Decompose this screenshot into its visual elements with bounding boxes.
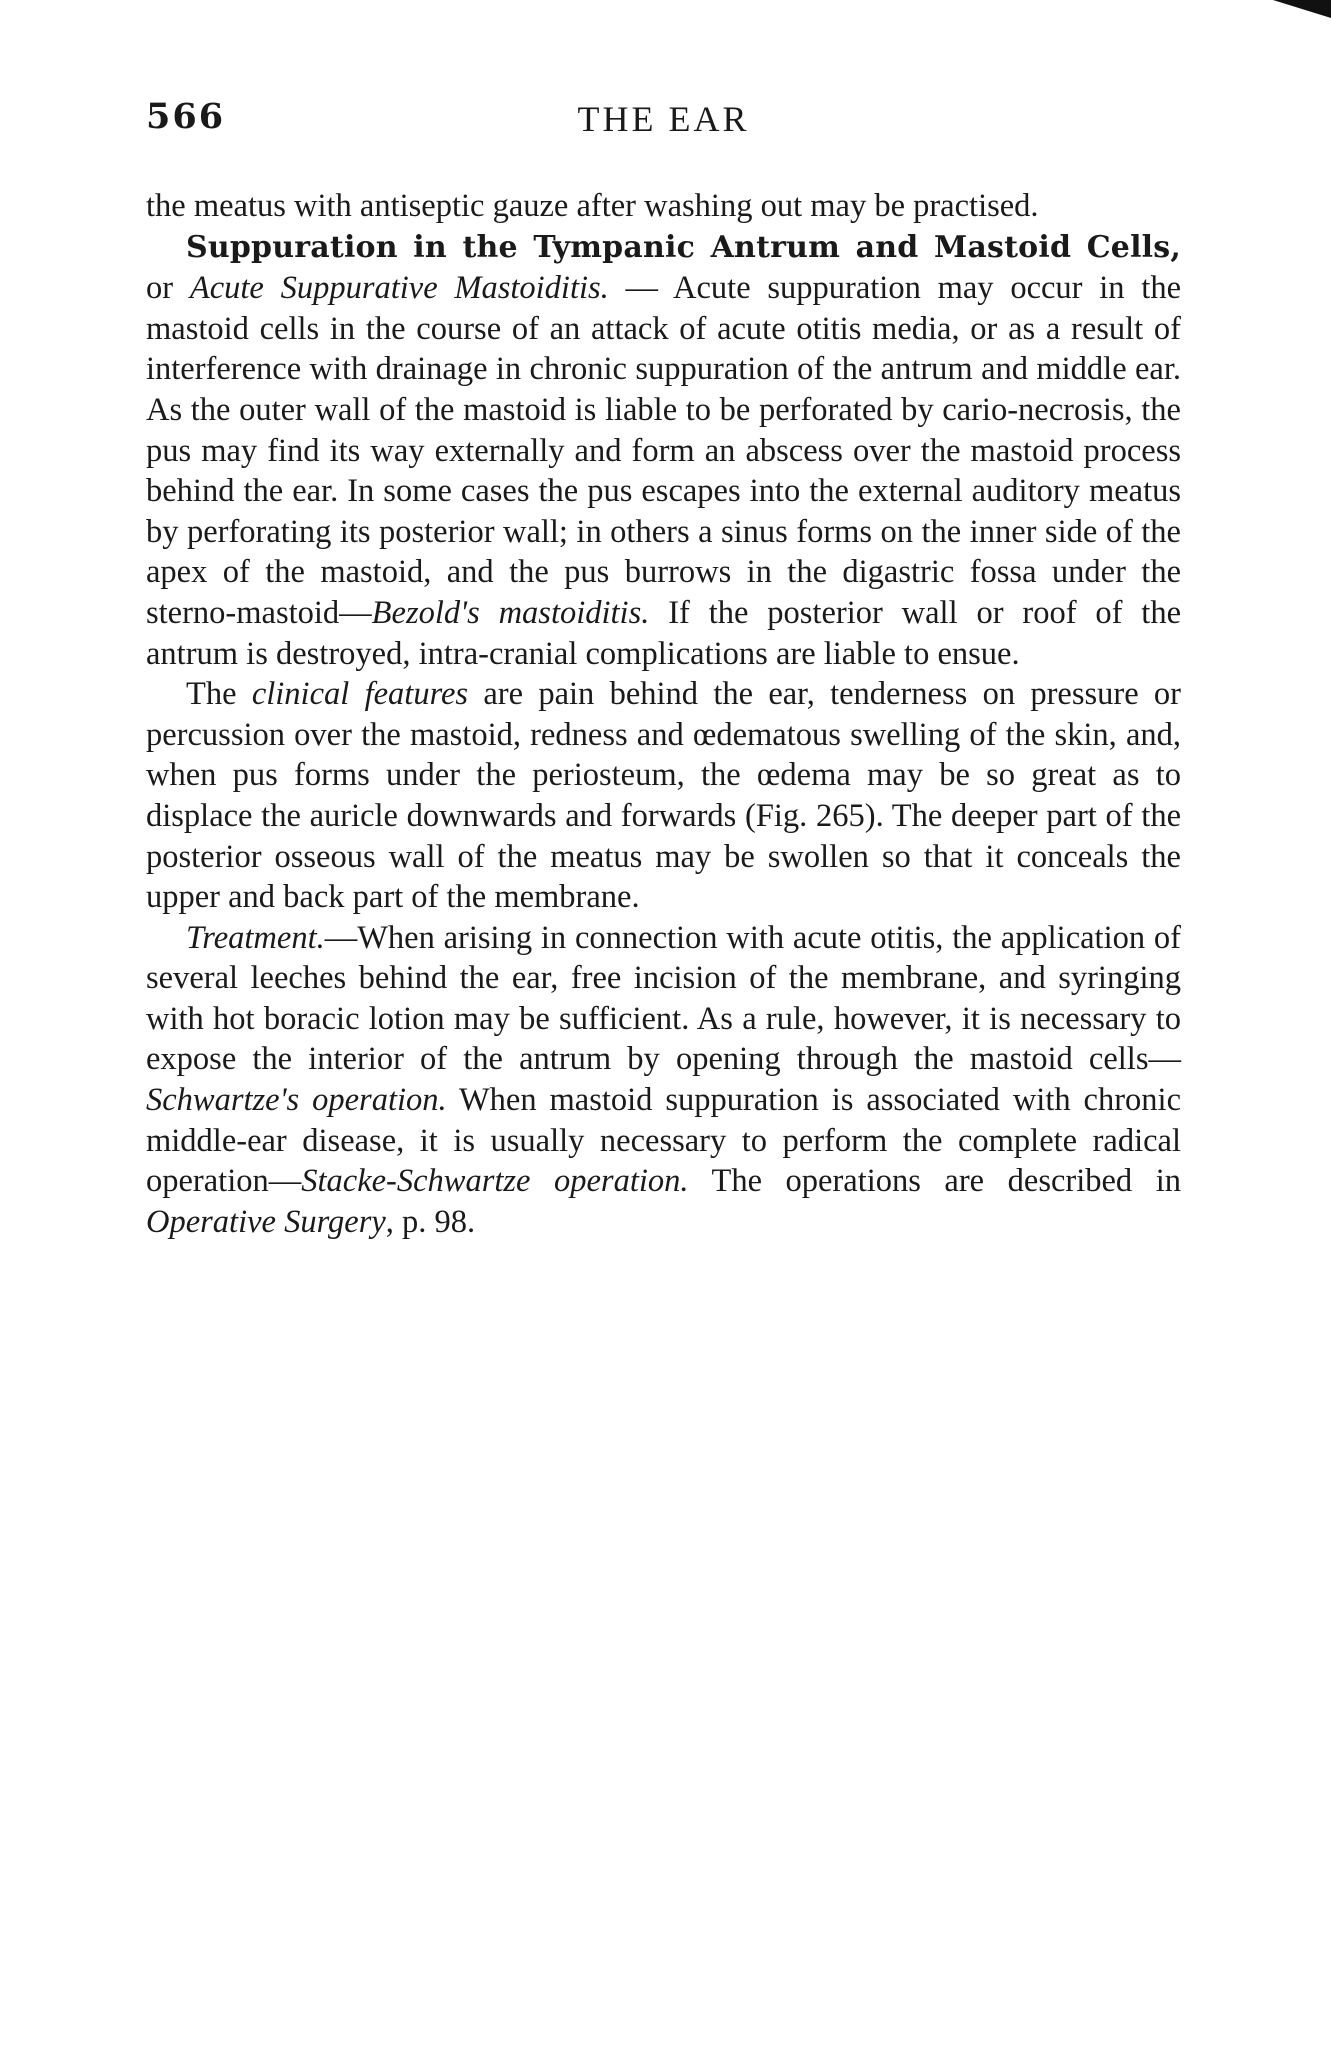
paragraph-mastoiditis <box>146 227 1181 675</box>
paragraph-continuation <box>146 186 1181 227</box>
page-body <box>146 186 1181 1242</box>
running-head: THE EAR <box>577 99 750 139</box>
paragraph-text: The <box>186 676 252 713</box>
paragraph-text: If the posterior wall or roof of the antrum is destroyed, intra-cranial complications are liable to ensue. <box>146 594 1182 672</box>
operative-surgery-reference: Operative Surgery <box>146 1203 386 1240</box>
paragraph-text: are pain behind the ear, tenderness on pressure or percussion over the mastoid, redness and œdematous swelling of the skin, and, when pus forms under the periosteum, the œdema may be so great as to displace the auricle downwards and forwards (Fig. 265). The deeper part of the posterior osseous wall of the meatus may be swollen so that it conceals the upper and back part of the membrane. <box>146 676 1182 916</box>
paragraph-text: — Acute suppuration may occur in the mastoid cells in the course of an attack of acute otitis media, or as a result of interference with drainage in chronic suppuration of the antrum and middle ear. As the outer wall of the mastoid is liable to be perforated by cario-necrosis, the pus may find its way externally and form an abscess over the mastoid process behind the ear. In some cases the pus escapes into the external auditory meatus by perforating its posterior wall; in others a sinus forms on the inner side of the apex of the mastoid, and the pus burrows in the digastric fossa under the sterno-mastoid— <box>146 270 1181 631</box>
bezold-term: Bezold's mastoiditis. <box>371 594 650 631</box>
clinical-features-term: clinical features <box>251 676 469 713</box>
paragraph-text: the meatus with antiseptic gauze after washing out may be practised. <box>146 188 1039 224</box>
page-header <box>146 96 1181 146</box>
paragraph-clinical-features <box>146 674 1181 918</box>
page-corner-mark <box>1273 0 1331 18</box>
paragraph-text: , p. 98. <box>385 1203 476 1240</box>
paragraph-text: —When arising in connection with acute otitis, the application of several leeches behind the ear, free incision of the membrane, and syringing with hot boracic lotion may be sufficient. As a rule, however, it is necessary to expose the interior of the antrum by opening through the mastoid cells— <box>146 919 1181 1078</box>
paragraph-treatment <box>146 918 1181 1243</box>
paragraph-text: When mastoid suppuration is associated with chronic middle-ear disease, it is usually necessary to perform the complete radical operation— <box>146 1082 1181 1200</box>
page-number: 566 <box>146 96 226 137</box>
stacke-schwartze-term: Stacke-Schwartze operation. <box>301 1163 689 1200</box>
paragraph-text: The operations are described in <box>688 1163 1181 1200</box>
treatment-term: Treatment. <box>186 919 325 956</box>
section-subheading: Acute Suppurative Mastoiditis. <box>189 270 609 307</box>
heading-connector: or <box>146 270 190 307</box>
section-heading: Suppuration in the Tympanic Antrum and Mastoid Cells, <box>186 229 1181 265</box>
schwartze-operation-term: Schwartze's operation. <box>146 1082 447 1119</box>
